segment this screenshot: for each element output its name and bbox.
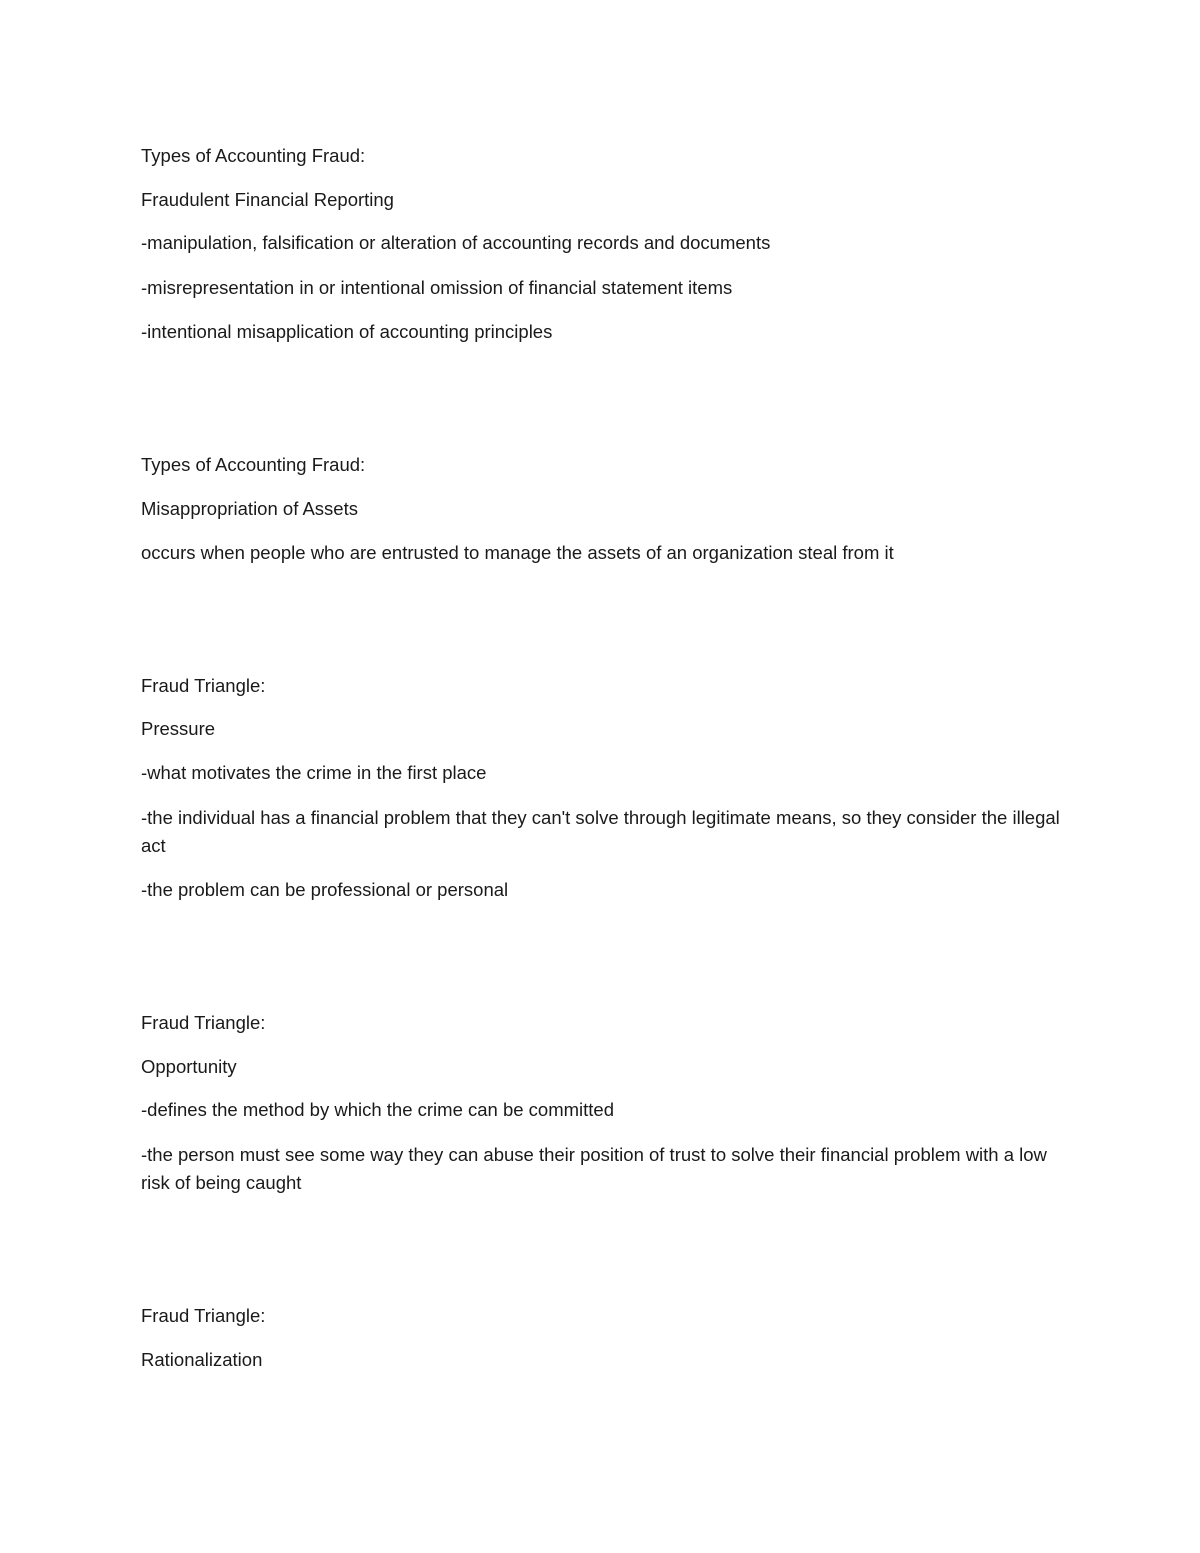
section-subheading: Rationalization: [141, 1349, 263, 1370]
section-heading: Types of Accounting Fraud:: [141, 145, 366, 166]
body-line: occurs when people who are entrusted to manage the assets of an organization steal from it: [141, 542, 894, 563]
bullet-line: -what motivates the crime in the first place: [141, 762, 487, 783]
bullet-line: -defines the method by which the crime can be committed: [141, 1099, 615, 1120]
section-subheading: Misappropriation of Assets: [141, 498, 358, 519]
section-heading: Fraud Triangle:: [141, 1012, 266, 1033]
section-subheading: Fraudulent Financial Reporting: [141, 189, 394, 210]
section-heading: Fraud Triangle:: [141, 1305, 266, 1326]
bullet-line: -misrepresentation in or intentional omission of financial statement items: [141, 277, 733, 298]
bullet-line: -manipulation, falsification or alteration of accounting records and documents: [141, 232, 771, 253]
section-subheading: Pressure: [141, 718, 216, 739]
section-heading: Types of Accounting Fraud:: [141, 454, 366, 475]
section-heading: Fraud Triangle:: [141, 675, 266, 696]
bullet-line: -the problem can be professional or personal: [141, 879, 509, 900]
bullet-line: -the person must see some way they can abuse their position of trust to solve their financial problem with a low risk of being caught: [141, 1144, 1047, 1193]
section-subheading: Opportunity: [141, 1056, 237, 1077]
bullet-line: -intentional misapplication of accounting principles: [141, 321, 553, 342]
bullet-line: -the individual has a financial problem that they can't solve through legitimate means, so they consider the illegal act: [141, 807, 1060, 856]
